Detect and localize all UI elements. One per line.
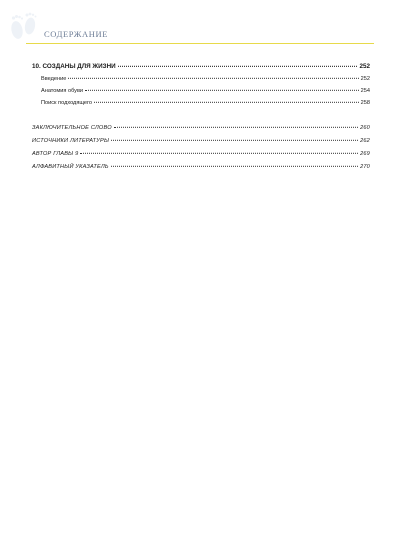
toc-entry-label: 10. СОЗДАНЫ ДЛЯ ЖИЗНИ: [32, 63, 116, 70]
dot-leader: [111, 166, 358, 167]
toc-back-matter-entry[interactable]: [32, 137, 370, 145]
toc-section-entry[interactable]: [41, 99, 370, 107]
toc-entry-page: 269: [360, 151, 370, 157]
dot-leader: [94, 102, 359, 103]
dot-leader: [80, 153, 358, 154]
toc-entry-page: 258: [360, 100, 370, 106]
page-header: [0, 0, 400, 50]
dot-leader: [68, 78, 358, 79]
toc-entry-label: АЛФАВИТНЫЙ УКАЗАТЕЛЬ: [32, 164, 109, 170]
toc-back-matter-entry[interactable]: [32, 150, 370, 158]
toc-back-matter-entry[interactable]: [32, 124, 370, 132]
toc-entry-label: ЗАКЛЮЧИТЕЛЬНОЕ СЛОВО: [32, 125, 112, 131]
dot-leader: [111, 140, 358, 141]
toc-entry-page: 254: [360, 88, 370, 94]
page-title: СОДЕРЖАНИЕ: [44, 29, 109, 39]
toc-back-matter-entry[interactable]: [32, 163, 370, 171]
toc-entry-label: Введение: [41, 76, 67, 82]
toc-entry-page: 252: [359, 63, 370, 70]
toc-chapter-entry[interactable]: [32, 63, 370, 71]
toc-entry-label: ИСТОЧНИКИ ЛИТЕРАТУРЫ: [32, 138, 110, 144]
dot-leader: [114, 127, 358, 128]
toc-entry-page: 260: [360, 125, 370, 131]
dot-leader: [85, 90, 359, 91]
toc-section-entry[interactable]: [41, 87, 370, 95]
toc-entry-page: 262: [360, 138, 370, 144]
toc-entry-label: Анатомия обуви: [41, 88, 84, 94]
toc-section-entry[interactable]: [41, 75, 370, 83]
toc-entry-label: АВТОР ГЛАВЫ 9: [32, 151, 79, 157]
footprints-icon: [4, 6, 42, 46]
toc-entry-page: 252: [360, 76, 370, 82]
header-divider: [26, 43, 374, 44]
toc-entry-label: Поиск подходящего: [41, 100, 93, 106]
toc-entry-page: 270: [360, 164, 370, 170]
dot-leader: [118, 66, 358, 67]
